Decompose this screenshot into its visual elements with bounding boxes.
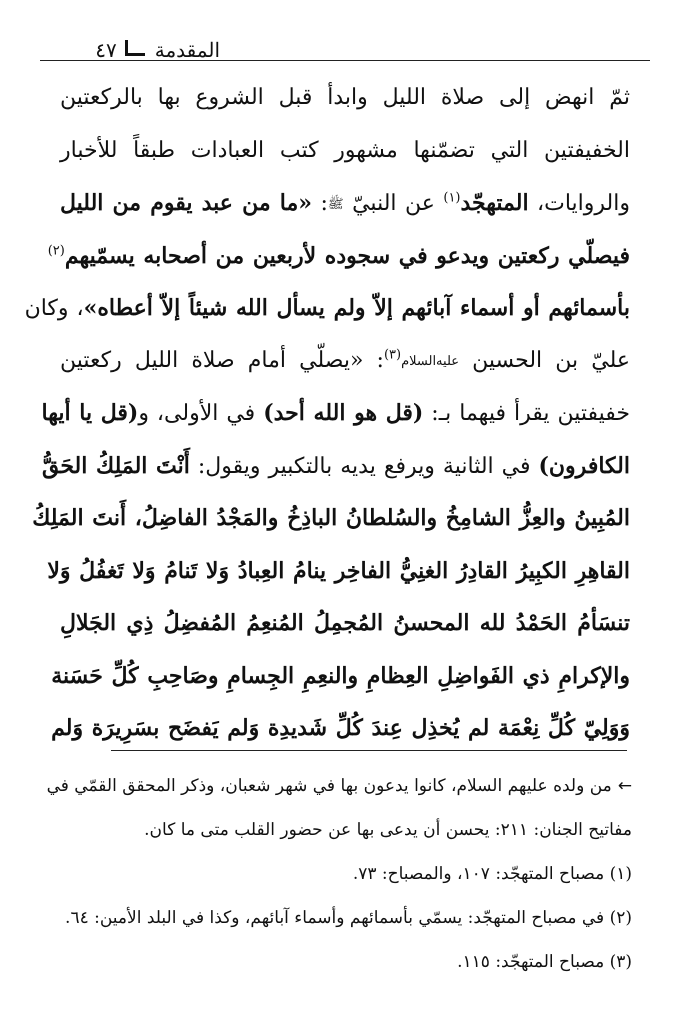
body-line [41, 387, 630, 440]
footnotes [46, 764, 632, 984]
supplication-text: المُبِينُ والعِزُّ الشامِخُ والسُلطانُ الباذِخُ والمَجْدُ الفاضِلُ، أَنتَ المَلِكُ [32, 505, 630, 531]
text-run: ، وكان [24, 296, 84, 321]
bold-run: المتهجّد [460, 190, 529, 216]
hadith-quote: بأسمائهم أو أسماء آبائهم إلاّ ولم يسأل الله شيئاً إلاّ أعطاه» [83, 295, 630, 321]
surah-name: الكافرون) [538, 452, 630, 479]
honorific-glyph: عليه‌السلام [401, 353, 460, 369]
honorific-glyph: ﷺ [327, 197, 344, 212]
supplication-text: أَنْتَ المَلِكُ الحَقُّ [42, 452, 190, 479]
body-line [51, 650, 630, 703]
text-run: والروايات، [528, 191, 630, 216]
body-line [60, 597, 630, 650]
body-line [24, 282, 630, 335]
text-run: في الثانية ويرفع يديه بالتكبير ويقول: [189, 453, 539, 479]
text-run: في الأولى، و [138, 401, 264, 426]
text-run: : [311, 191, 328, 216]
body-line [42, 440, 630, 493]
header-rule [40, 60, 650, 61]
supplication-text: وَوَلِيّ كُلِّ نِعْمَة لم يُخذِل عِندَ كُلِّ شَديدِة وَلم يَفضَح بسَرِيرَة وَلم [51, 715, 630, 741]
footnote-ref-1: (١) [443, 190, 461, 206]
supplication-text: والإكرامِ ذي الفَواضِلِ العِظامِ والنعِمِ الجِسامِ وصَاحِبِ كُلِّ حَسَنة [51, 662, 630, 689]
body-text [24, 72, 630, 755]
footnote-2: (٢) في مصباح المتهجّد: يسمّي بأسمائهم وأسماء آبائهم، وكذا في البلد الأمين: ٦٤. [65, 908, 632, 928]
text-run: عن النبيّ [343, 191, 444, 216]
text-run: خفيفتين يقرأ فيهما بـ: [423, 401, 630, 426]
body-line [32, 492, 630, 545]
footnote-text: من ولده عليهم السلام، كانوا يدعون بها في شهر شعبان، وذكر المحقق القمّي في [46, 776, 612, 796]
hadith-quote: «ما من عبد يقوم من الليل [60, 190, 312, 216]
supplication-text: تنسَأمُ الحَمْدُ لله المحسنُ المُجمِلُ المُنعِمُ المُفضِلُ ذِي الجَلالِ [60, 610, 630, 636]
surah-name: (قل يا أيها [41, 400, 139, 426]
supplication-text: القاهِرِ الكبِيرُ القادِرُ الغنِيُّ الفاخِر ينامُ العِبادُ وَلا تَنامُ وَلا تَغفُلُ وَلا [47, 557, 630, 584]
continuation-arrow-icon: ← [617, 776, 632, 796]
footnote-rule [111, 750, 627, 751]
surah-name: (قل هو الله أحد) [263, 400, 424, 426]
footnote-ref-3: (٣) [383, 347, 402, 363]
body-line [60, 335, 630, 388]
footnote-continuation [46, 764, 632, 808]
chapter-title: المقدمة [154, 38, 220, 62]
running-header [40, 26, 220, 62]
body-line [60, 177, 630, 230]
footnote-ref-2: (٢) [47, 243, 65, 259]
body-line [51, 702, 630, 755]
hadith-quote: فيصلّي ركعتين ويدعو في سجوده لأربعين من أصحابه يسمّيهم [64, 242, 630, 269]
header-ornament [125, 40, 145, 56]
page-number: ٤٧ [95, 38, 117, 62]
footnote-text: مفاتيح الجنان: ٢١١: يحسن أن يدعى بها عن حضور القلب متى ما كان. [144, 820, 632, 840]
body-line [60, 125, 630, 178]
body-line [47, 545, 630, 598]
text-run: عليّ بن الحسين [459, 347, 630, 373]
body-line [47, 230, 630, 283]
footnote-3: (٣) مصباح المتهجّد: ١١٥. [457, 952, 632, 972]
footnote-1: (١) مصباح المتهجّد: ١٠٧، والمصباح: ٧٣. [352, 864, 632, 884]
text-run: الخفيفتين التي تضمّنها مشهور كتب العبادات طبقاً للأخبار [60, 137, 630, 163]
body-line [60, 72, 630, 125]
text-run: ثمّ انهض إلى صلاة الليل وابدأ قبل الشروع بها بالركعتين [60, 85, 630, 110]
text-run: : «يصلّي أمام صلاة الليل ركعتين [60, 347, 384, 373]
footnote-continuation [60, 808, 632, 852]
